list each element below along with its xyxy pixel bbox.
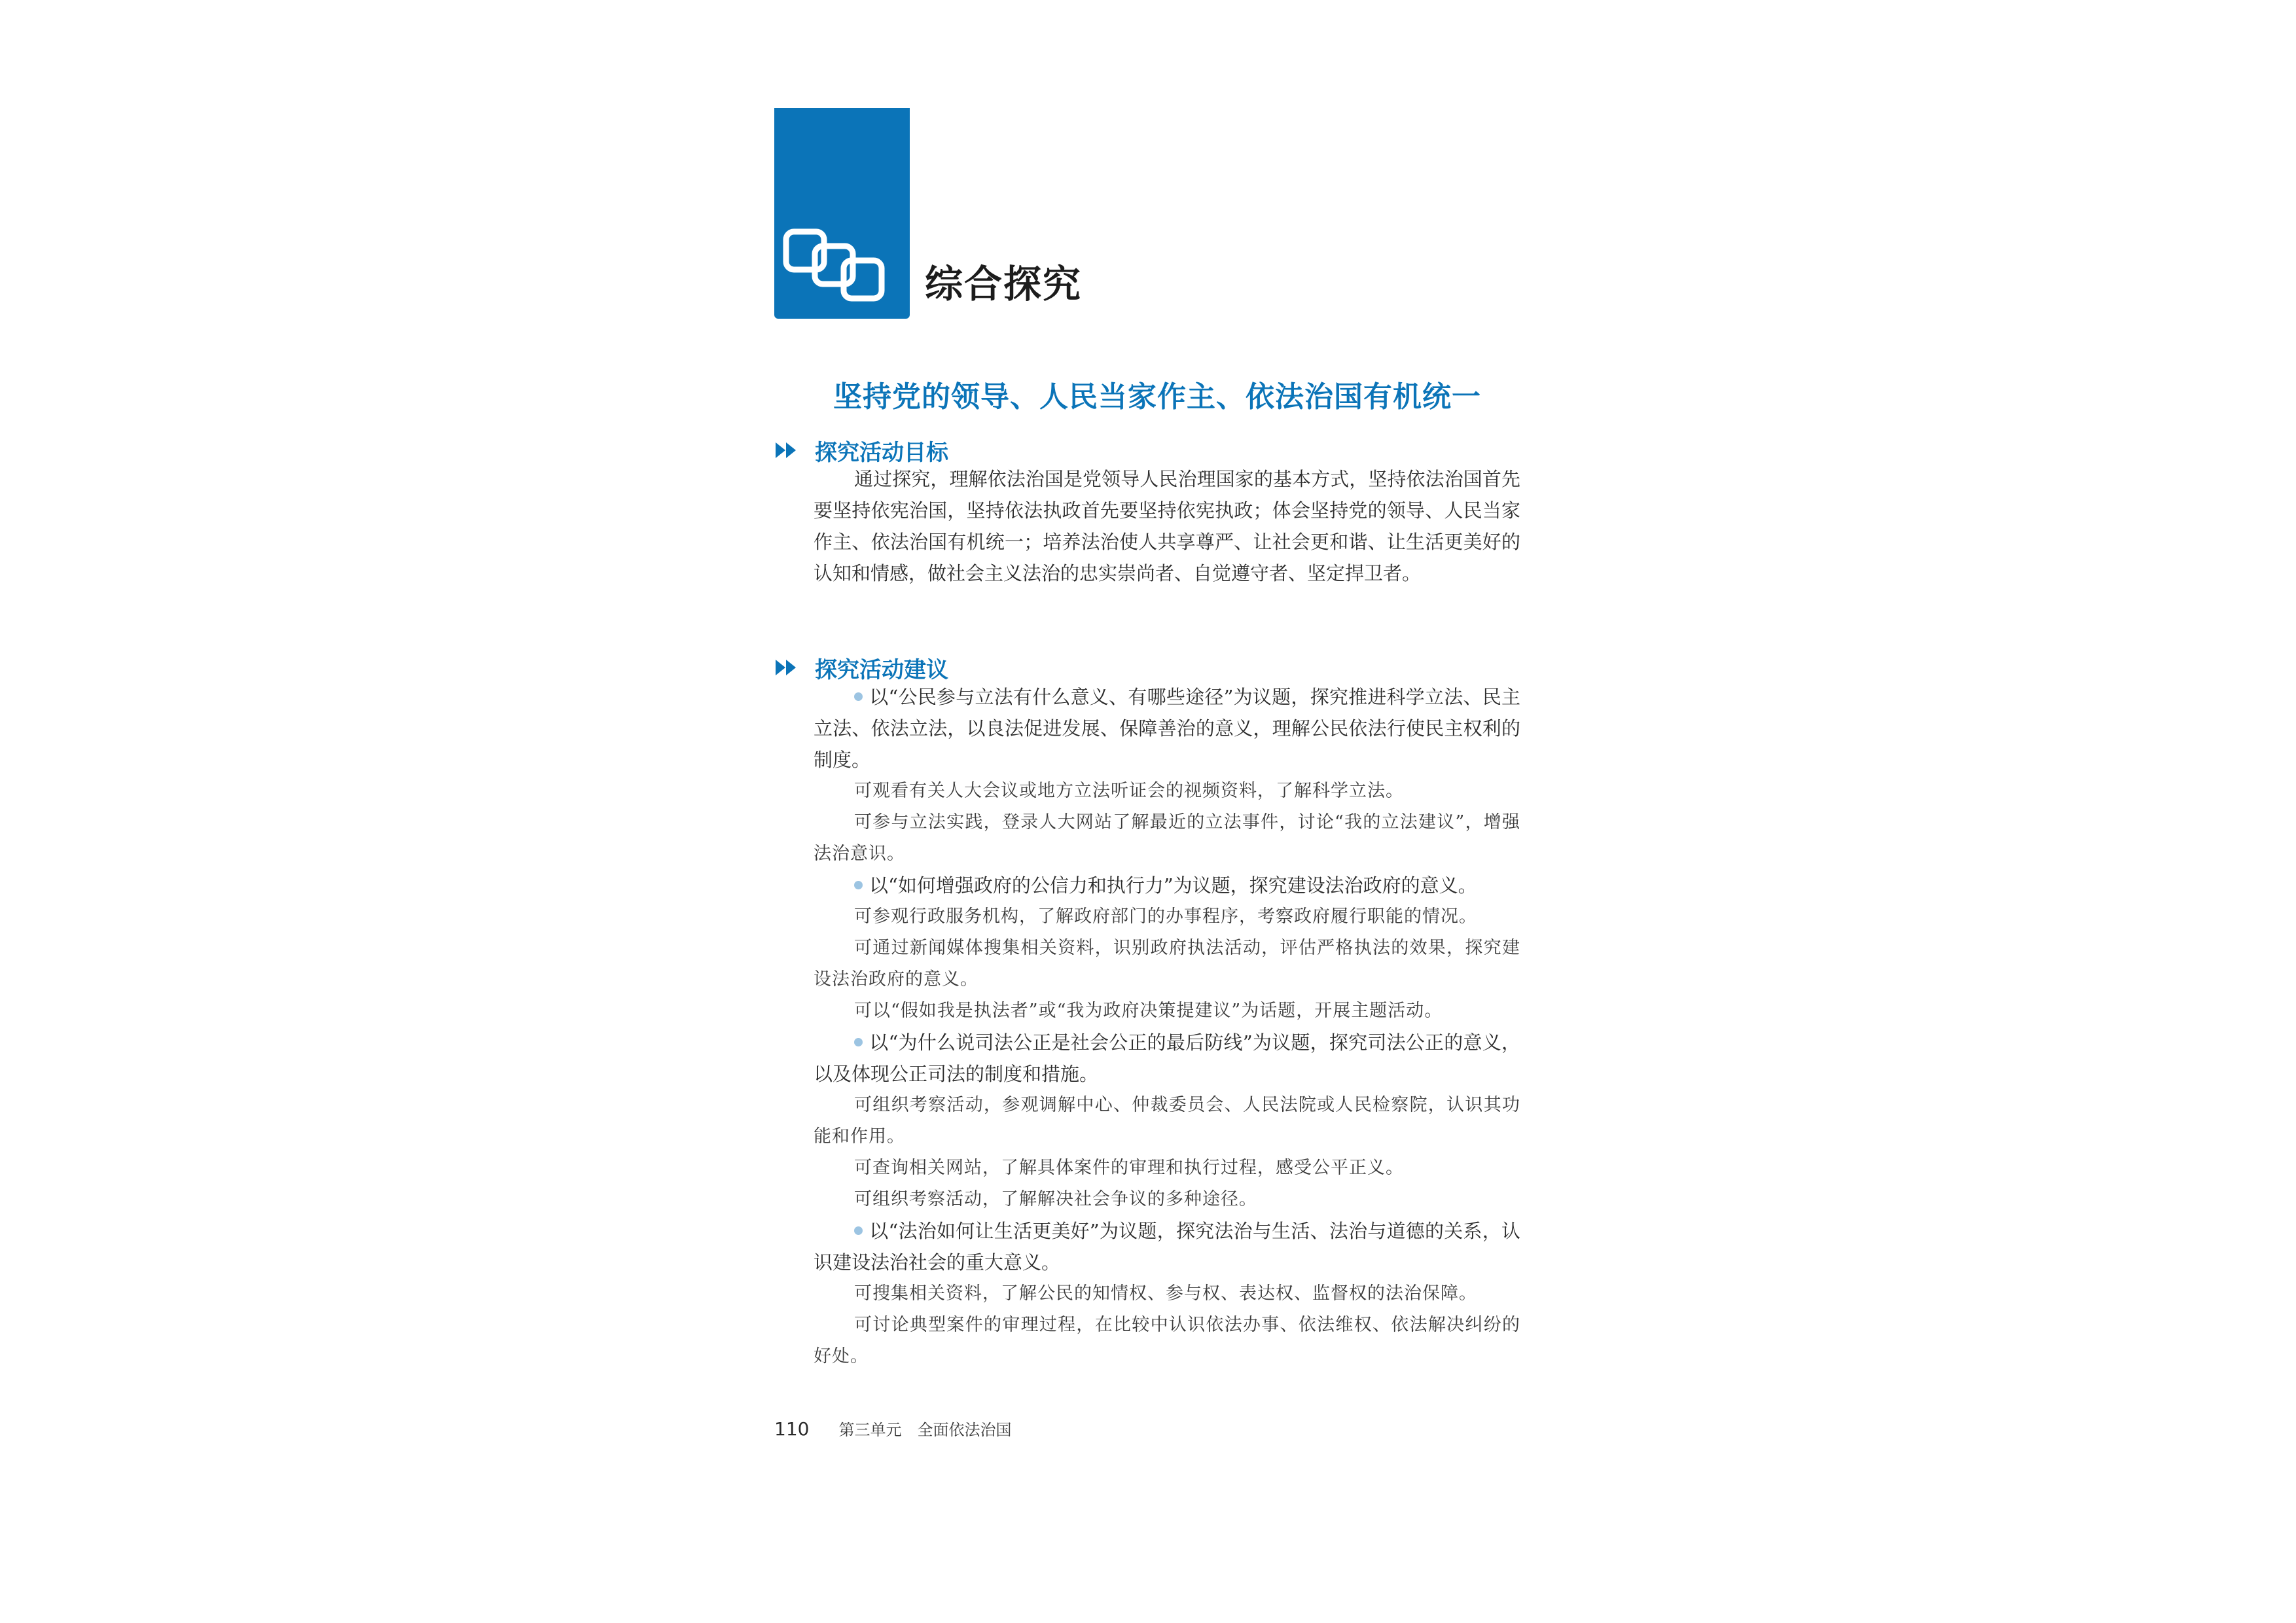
- bullet-dot-icon: [854, 1038, 863, 1046]
- topic-paragraph: 以“为什么说司法公正是社会公正的最后防线”为议题，探究司法公正的意义，以及体现公正司法的制度和措施。: [814, 1031, 1520, 1085]
- section-suggest-heading: [774, 651, 948, 684]
- goal-paragraph: 通过探究，理解依法治国是党领导人民治理国家的基本方式，坚持依法治国首先要坚持依宪治国，坚持依法执政首先要坚持依宪执政；体会坚持党的领导、人民当家作主、依法治国有机统一；培养法治使人共享尊严、让社会更和谐、让生活更美好的认知和情感，做社会主义法治的忠实崇尚者、自觉遵守者、坚定捍卫者。: [814, 468, 1520, 584]
- suggestion-paragraph: 可组织考察活动，了解解决社会争议的多种途径。: [854, 1189, 1257, 1209]
- bullet-dot-icon: [854, 1226, 863, 1235]
- suggestion-paragraph: 可讨论典型案件的审理过程，在比较中认识依法办事、依法维权、依法解决纠纷的好处。: [814, 1315, 1520, 1366]
- section-suggest-body: [814, 681, 1520, 1372]
- page-number: 110: [774, 1418, 810, 1440]
- header-title: 综合探究: [925, 262, 1083, 306]
- linked-squares-icon: [774, 224, 910, 309]
- suggestion-paragraph: 可查询相关网站，了解具体案件的审理和执行过程，感受公平正义。: [854, 1158, 1404, 1178]
- section-suggest-label: 探究活动建议: [815, 656, 948, 683]
- topic-paragraph: 以“法治如何让生活更美好”为议题，探究法治与生活、法治与道德的关系，认识建设法治社会的重大意义。: [814, 1220, 1520, 1274]
- page-title: 坚持党的领导、人民当家作主、依法治国有机统一: [833, 380, 1481, 414]
- unit-title: 第三单元 全面依法治国: [838, 1421, 1012, 1439]
- suggestion-paragraph: 可以“假如我是执法者”或“我为政府决策提建议”为话题，开展主题活动。: [854, 1001, 1443, 1021]
- bullet-dot-icon: [854, 881, 863, 889]
- suggestion-paragraph: 可观看有关人大会议或地方立法听证会的视频资料，了解科学立法。: [854, 781, 1404, 801]
- bullet-dot-icon: [854, 692, 863, 701]
- suggestion-paragraph: 可参观行政服务机构，了解政府部门的办事程序，考察政府履行职能的情况。: [854, 906, 1477, 927]
- section-goal-heading: [774, 434, 948, 467]
- section-goal-body: [814, 463, 1520, 589]
- suggestion-paragraph: 可参与立法实践，登录人大网站了解最近的立法事件，讨论“我的立法建议”，增强法治意识。: [814, 812, 1520, 864]
- double-arrow-icon: [774, 440, 800, 460]
- topic-paragraph: 以“如何增强政府的公信力和执行力”为议题，探究建设法治政府的意义。: [814, 870, 1520, 901]
- page-footer: [774, 1417, 1011, 1440]
- suggestion-paragraph: 可通过新闻媒体搜集相关资料，识别政府执法活动，评估严格执法的效果，探究建设法治政府的意义。: [814, 938, 1520, 990]
- double-arrow-icon: [774, 658, 800, 677]
- suggestion-paragraph: 可组织考察活动，参观调解中心、仲裁委员会、人民法院或人民检察院，认识其功能和作用。: [814, 1095, 1520, 1147]
- suggestion-paragraph: 可搜集相关资料，了解公民的知情权、参与权、表达权、监督权的法治保障。: [854, 1283, 1477, 1304]
- section-goal-label: 探究活动目标: [815, 439, 948, 466]
- topic-paragraph: 以“公民参与立法有什么意义、有哪些途径”为议题，探究推进科学立法、民主立法、依法立法，以良法促进发展、保障善治的意义，理解公民依法行使民主权利的制度。: [814, 686, 1520, 771]
